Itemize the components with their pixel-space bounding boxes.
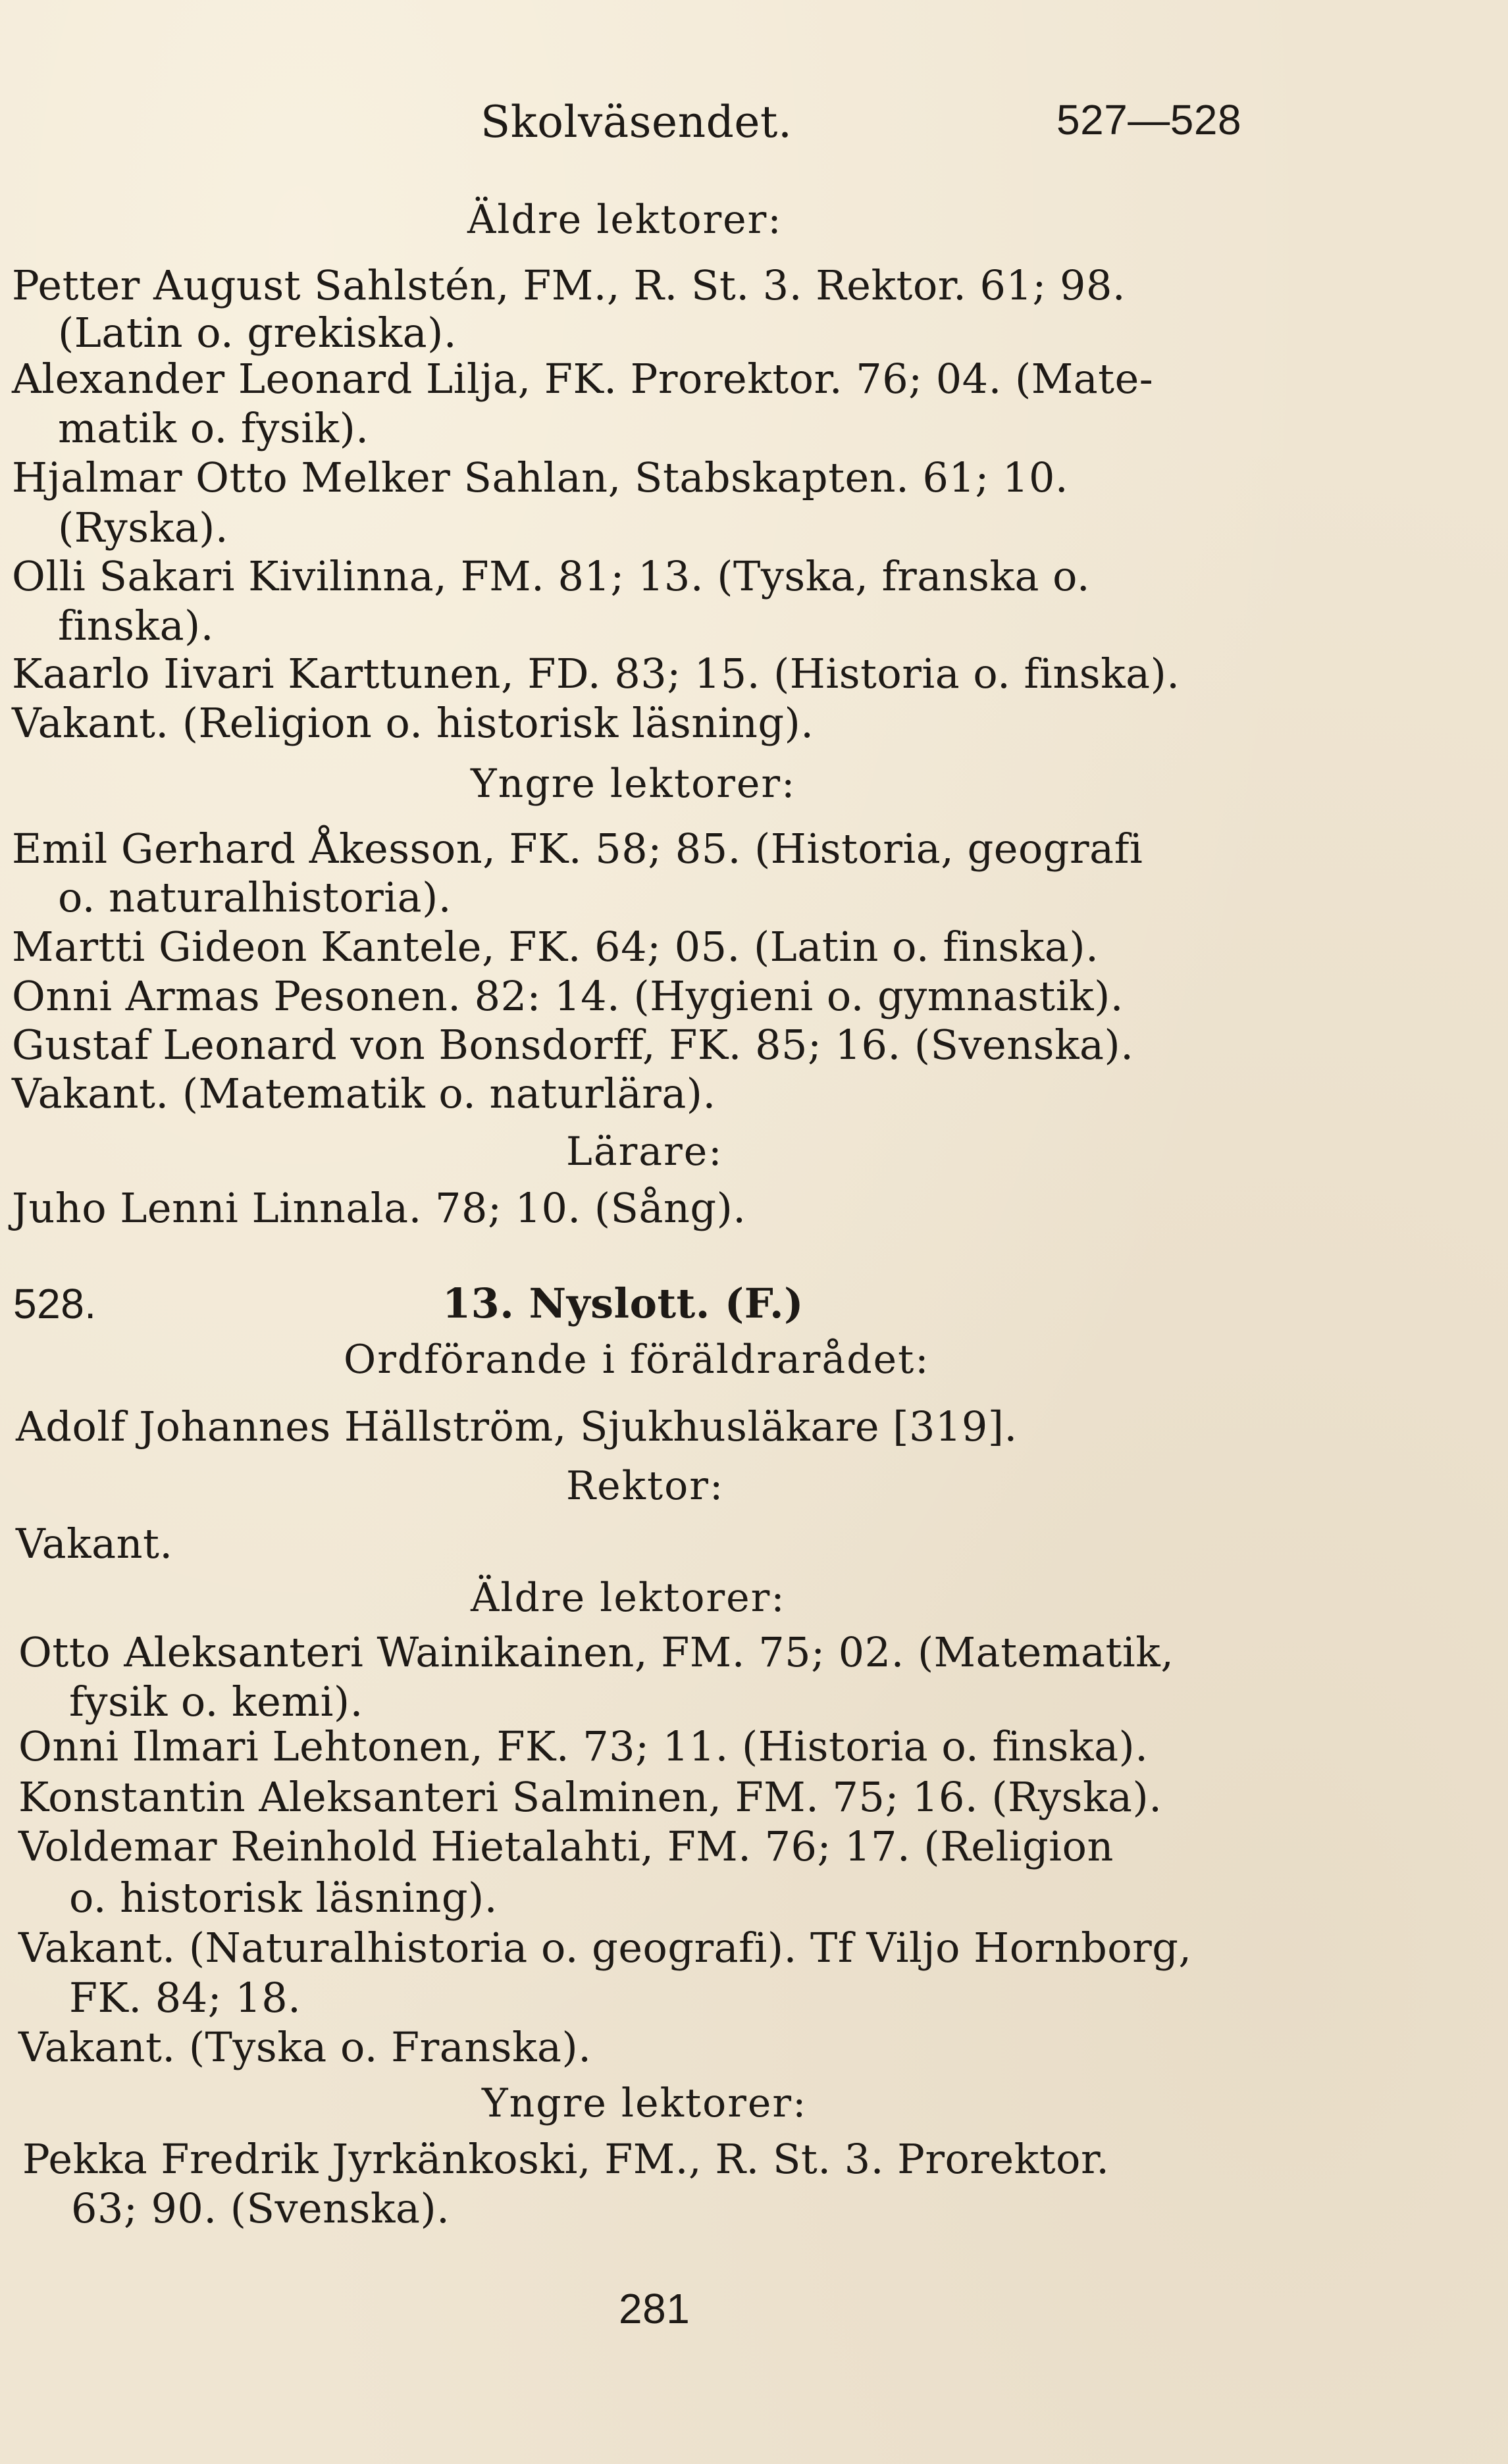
section-heading-ordforande: Ordförande i föräldrarådet: — [344, 1337, 930, 1383]
section-heading-aldre-lektorer: Äldre lektorer: — [471, 1575, 786, 1621]
section-heading-yngre-lektorer: Yngre lektorer: — [482, 2080, 808, 2126]
entry-line: fysik o. kemi). — [69, 1678, 363, 1726]
entry-line: Vakant. (Matematik o. naturlära). — [12, 1069, 716, 1117]
section-heading-yngre-lektorer: Yngre lektorer: — [471, 761, 796, 807]
page-number: 281 — [619, 2285, 690, 2332]
section-heading-larare: Lärare: — [566, 1129, 723, 1175]
running-header-title: Skolväsendet. — [481, 97, 793, 147]
running-header-page-range: 527—528 — [1056, 96, 1242, 143]
entry-line: Vakant. (Tyska o. Franska). — [18, 2023, 592, 2071]
entry-line: Martti Gideon Kantele, FK. 64; 05. (Latin o. finska). — [12, 923, 1099, 971]
entry-line: Pekka Fredrik Jyrkänkoski, FM., R. St. 3. Prorektor. — [22, 2135, 1110, 2183]
entry-number: 528. — [13, 1280, 97, 1327]
entry-line: o. naturalhistoria). — [58, 873, 452, 921]
entry-line: matik o. fysik). — [58, 404, 369, 452]
entry-line: (Latin o. grekiska). — [58, 309, 457, 357]
section-heading-rektor: Rektor: — [566, 1463, 725, 1509]
entry-line: Voldemar Reinhold Hietalahti, FM. 76; 17. (Religion — [18, 1822, 1114, 1870]
entry-line: Emil Gerhard Åkesson, FK. 58; 85. (Historia, geografi — [12, 825, 1143, 873]
entry-line: FK. 84; 18. — [69, 1974, 301, 2022]
entry-line: Adolf Johannes Hällström, Sjukhusläkare [319]. — [16, 1402, 1018, 1450]
entry-line: 63; 90. (Svenska). — [71, 2184, 450, 2232]
entry-line: Konstantin Aleksanteri Salminen, FM. 75; 16. (Ryska). — [18, 1773, 1162, 1821]
entry-line: Vakant. — [16, 1520, 173, 1568]
entry-line: Vakant. (Naturalhistoria o. geografi). Tf Viljo Hornborg, — [18, 1924, 1192, 1972]
entry-line: Olli Sakari Kivilinna, FM. 81; 13. (Tyska, franska o. — [12, 552, 1091, 600]
entry-line: (Ryska). — [58, 503, 229, 552]
section-heading-aldre-lektorer: Äldre lektorer: — [467, 197, 783, 243]
entry-line: Hjalmar Otto Melker Sahlan, Stabskapten. 61; 10. — [12, 453, 1069, 501]
entry-line: Alexander Leonard Lilja, FK. Prorektor. 76; 04. (Mate- — [12, 355, 1154, 403]
entry-line: finska). — [58, 602, 214, 650]
entry-line: Otto Aleksanteri Wainikainen, FM. 75; 02. (Matematik, — [18, 1628, 1174, 1676]
entry-line: Petter August Sahlstén, FM., R. St. 3. Rektor. 61; 98. — [12, 261, 1126, 309]
entry-line: Juho Lenni Linnala. 78; 10. (Sång). — [12, 1184, 746, 1232]
entry-line: Gustaf Leonard von Bonsdorff, FK. 85; 16. (Svenska). — [12, 1021, 1134, 1069]
entry-line: Kaarlo Iivari Karttunen, FD. 83; 15. (Historia o. finska). — [12, 650, 1180, 698]
entry-line: Onni Armas Pesonen. 82: 14. (Hygieni o. gymnastik). — [12, 972, 1124, 1020]
entry-line: Onni Ilmari Lehtonen, FK. 73; 11. (Historia o. finska). — [18, 1722, 1149, 1770]
entry-line: o. historisk läsning). — [69, 1874, 498, 1922]
school-title: 13. Nyslott. (F.) — [442, 1279, 804, 1327]
entry-line: Vakant. (Religion o. historisk läsning). — [12, 699, 814, 747]
